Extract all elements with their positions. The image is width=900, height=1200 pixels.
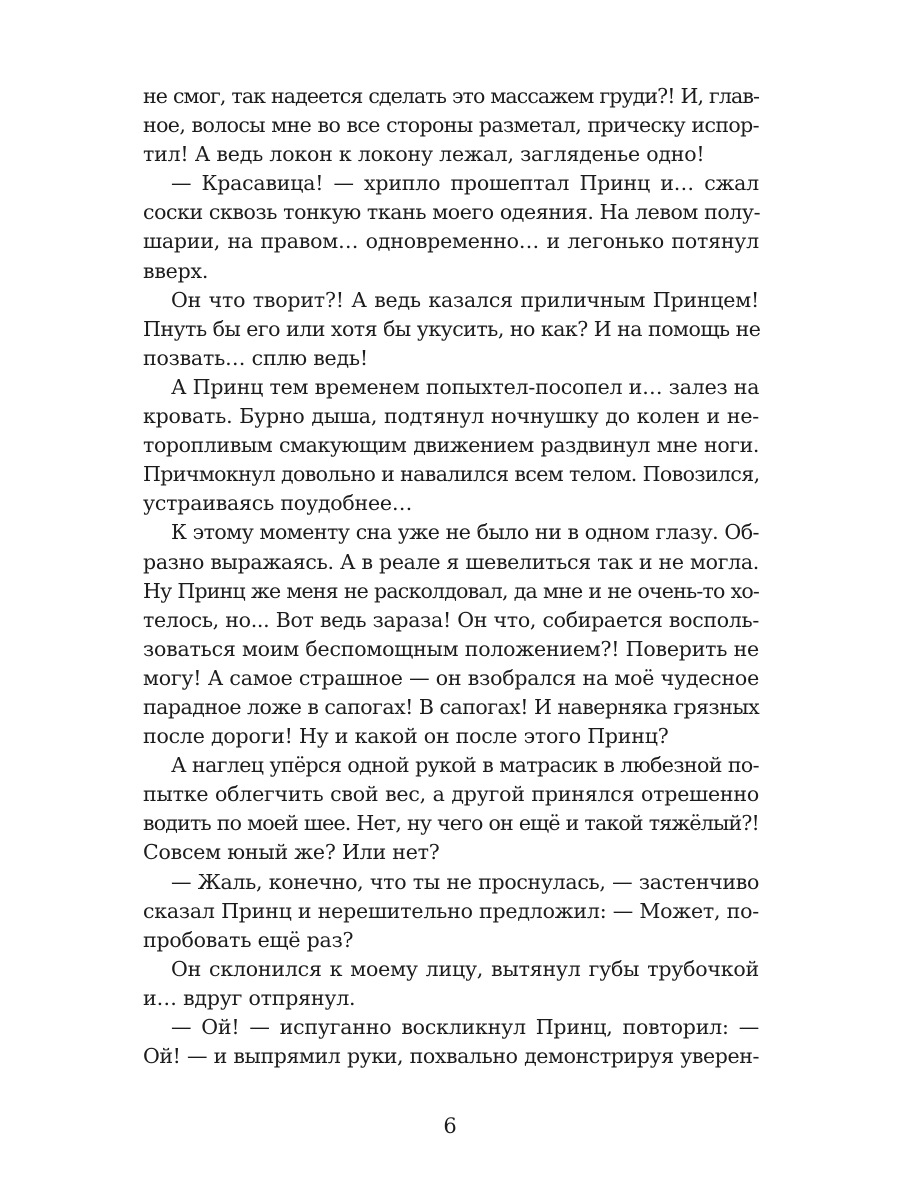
text-line: позвать… сплю ведь!	[143, 345, 368, 370]
text-line: вверх.	[143, 258, 209, 283]
text-line: Он что творит?! А ведь казался приличным Принцем!	[171, 287, 759, 312]
text-line: Ой! — и выпрямил руки, похвально демонстрируя уверен-	[143, 1044, 759, 1069]
text-line: соски сквозь тонкую ткань моего одеяния. На левом полу-	[143, 200, 761, 225]
text-line: Он склонился к моему лицу, вытянул губы трубочкой	[171, 956, 759, 981]
text-line: А наглец упёрся одной рукой в матрасик в любезной по-	[171, 753, 759, 778]
text-line: водить по моей шее. Нет, ну чего он ещё и такой тяжёлый?!	[143, 811, 759, 836]
text-line: Причмокнул довольно и навалился всем телом. Повозился,	[143, 462, 760, 487]
text-line: шарии, на правом… одновременно… и легонько потянул	[143, 229, 759, 254]
text-line: сказал Принц и нерешительно предложил: — Может, по-	[143, 898, 759, 923]
text-line: могу! А самое страшное — он взобрался на моё чудесное	[143, 665, 759, 690]
text-line: и… вдруг отпрянул.	[143, 985, 356, 1010]
page-number: 6	[443, 1114, 457, 1138]
text-line: пытке облегчить свой вес, а другой принялся отрешенно	[143, 782, 759, 807]
text-line: кровать. Бурно дыша, подтянул ночнушку до колен и не-	[143, 404, 759, 429]
text-line: — Ой! — испуганно воскликнул Принц, повторил: —	[171, 1015, 759, 1039]
text-line: — Жаль, конечно, что ты не проснулась, — застенчиво	[171, 869, 759, 894]
text-line: пробовать ещё раз?	[143, 927, 354, 952]
text-line: Ну Принц же меня не расколдовал, да мне и не очень-то хо-	[143, 578, 759, 603]
text-line: парадное ложе в сапогах! В сапогах! И наверняка грязных	[143, 694, 760, 719]
text-line: ное, волосы мне во все стороны разметал, прическу испор-	[143, 113, 759, 138]
text-line: А Принц тем временем попыхтел-посопел и… залез на	[171, 374, 760, 399]
text-line: разно выражаясь. А в реале я шевелиться так и не могла.	[143, 549, 759, 574]
text-line: устраиваясь поудобнее…	[143, 491, 413, 516]
text-line: после дороги! Ну и какой он после этого Принц?	[143, 724, 669, 749]
text-line: К этому моменту сна уже не было ни в одном глазу. Об-	[171, 520, 759, 545]
page-body-text	[143, 82, 759, 1071]
text-line: не смог, так надеется сделать это массажем груди?! И, глав-	[143, 84, 759, 108]
text-line: Совсем юный же? Или нет?	[143, 840, 440, 865]
text-line: — Красавица! — хрипло прошептал Принц и… сжал	[171, 171, 759, 196]
text-line: тил! А ведь локон к локону лежал, загляденье одно!	[143, 142, 705, 167]
text-line: зоваться моим беспомощным положением?! Поверить не	[143, 636, 759, 661]
text-line: Пнуть бы его или хотя бы укусить, но как? И на помощь не	[143, 316, 761, 341]
text-line: телось, но... Вот ведь зараза! Он что, собирается восполь-	[143, 607, 759, 632]
text-line: торопливым смакующим движением раздвинул мне ноги.	[143, 433, 759, 458]
